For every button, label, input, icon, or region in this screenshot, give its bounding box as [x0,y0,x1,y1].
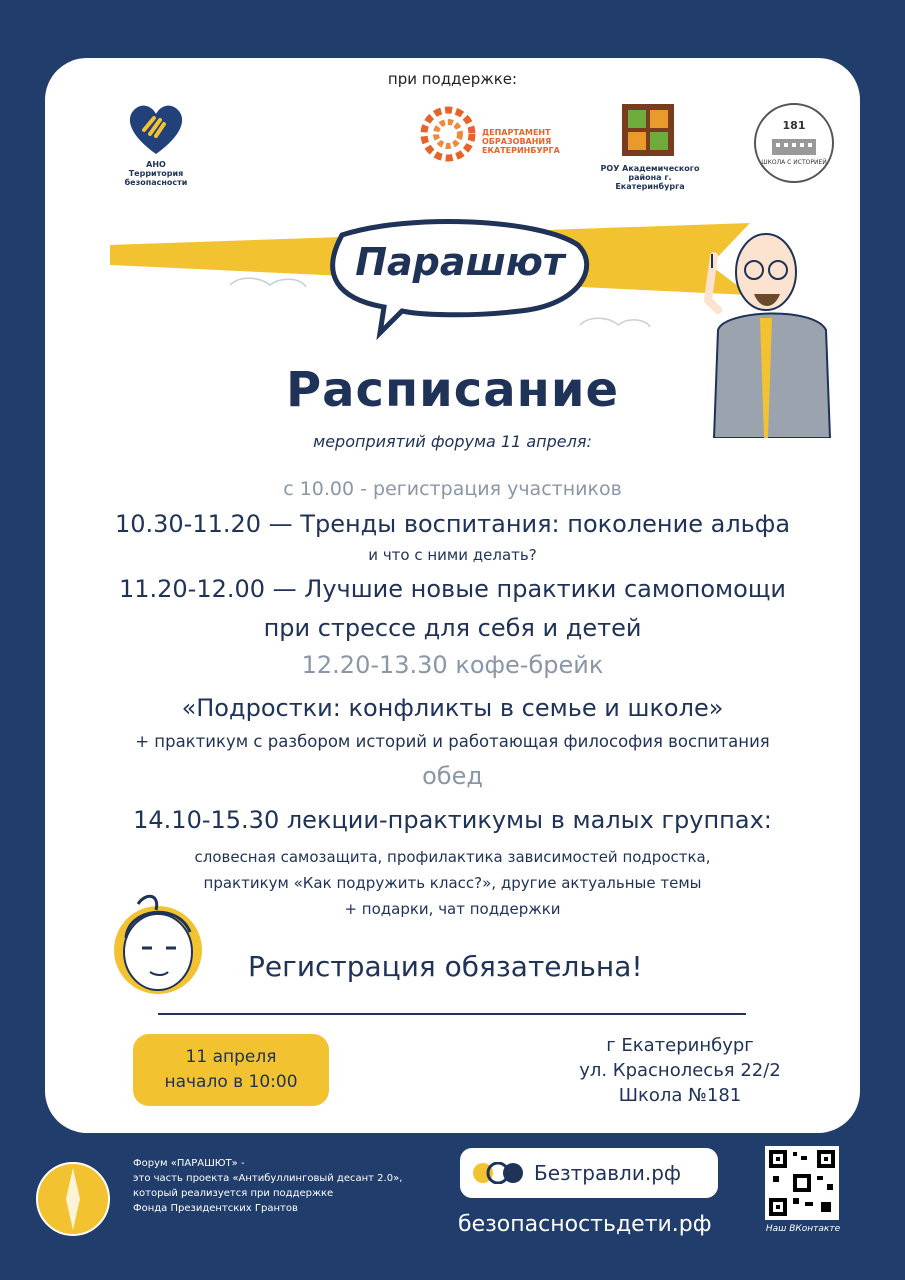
address-city: г Екатеринбург [606,1035,754,1056]
schedule-registration: с 10.00 - регистрация участников [283,478,622,500]
schedule-item4-title: 14.10-15.30 лекции-практикумы в малых группах: [133,806,772,834]
schedule-item4-sub3: + подарки, чат поддержки [344,900,561,918]
footer-line: Фонда Президентских Грантов [133,1203,298,1214]
schedule-lunch: обед [422,762,483,790]
address-school: Школа №181 [618,1085,742,1106]
school-caption: ШКОЛА С ИСТОРИЕЙ [761,159,827,166]
beztravli-link-label: Безтравли.рф [534,1161,681,1185]
vk-qr-code[interactable] [765,1146,839,1220]
brand-name: Парашют [355,240,565,284]
address-block [560,1033,800,1108]
compass-parachute-icon [32,1158,114,1240]
schedule-item2-title-cont: при стрессе для себя и детей [263,614,642,642]
partner-caption: АНО Территория безопасности [124,160,188,187]
start-time-line: начало в 10:00 [164,1072,298,1092]
footer-line: это часть проекта «Антибуллинговый десант 2.0», [133,1173,403,1184]
date-line: 11 апреля [185,1047,277,1067]
ornament-logo-icon [598,100,702,160]
divider [158,1013,746,1015]
beztravli-link-button[interactable] [460,1148,718,1198]
partner-logo-school [754,103,834,183]
partner-caption: ДЕПАРТАМЕНТ ОБРАЗОВАНИЯ ЕКАТЕРИНБУРГА [482,128,560,155]
partner-logo-territory [120,100,192,187]
page-title: Расписание [285,362,619,418]
bezopasnost-link[interactable]: безопасностьдети.рф [458,1212,712,1237]
school-number: 181 [782,119,806,132]
schedule-item3-title: «Подростки: конфликты в семье и школе» [181,694,724,722]
date-box [133,1034,329,1106]
girl-illustration [98,888,216,1000]
footer-line: Форум «ПАРАШЮТ» - [133,1158,245,1169]
address-street: ул. Краснолесья 22/2 [579,1060,781,1081]
schedule-item1-title: 10.30-11.20 — Тренды воспитания: поколение альфа [114,510,791,538]
partner-logo-education [418,104,560,168]
schedule-item1-sub: и что с ними делать? [368,546,537,564]
partner-caption: РОУ Академического района г. Екатеринбурга [600,164,700,191]
registration-required: Регистрация обязательна! [248,950,643,983]
footer-line: который реализуется при поддержке [133,1188,334,1199]
partner-logo-rou [598,100,702,191]
schedule-item4-sub1: словесная самозащита, профилактика зависимостей подростка, [194,848,711,866]
footer-project-text [133,1156,402,1216]
building-icon [770,135,818,155]
schedule-item2-title: 11.20-12.00 — Лучшие новые практики самопомощи [118,575,787,603]
page-subtitle: мероприятий форума 11 апреля: [313,432,592,451]
three-dots-logo-icon [472,1162,524,1184]
qr-caption: Наш ВКонтакте [765,1224,841,1234]
support-title: при поддержке: [387,70,518,88]
schedule-item3-sub: + практикум с разбором историй и работающая философия воспитания [135,732,770,751]
schedule-coffee-break: 12.20-13.30 кофе-брейк [301,651,604,679]
heart-hand-icon [120,100,192,156]
schedule-item4-sub2: практикум «Как подружить класс?», другие актуальные темы [203,874,702,892]
